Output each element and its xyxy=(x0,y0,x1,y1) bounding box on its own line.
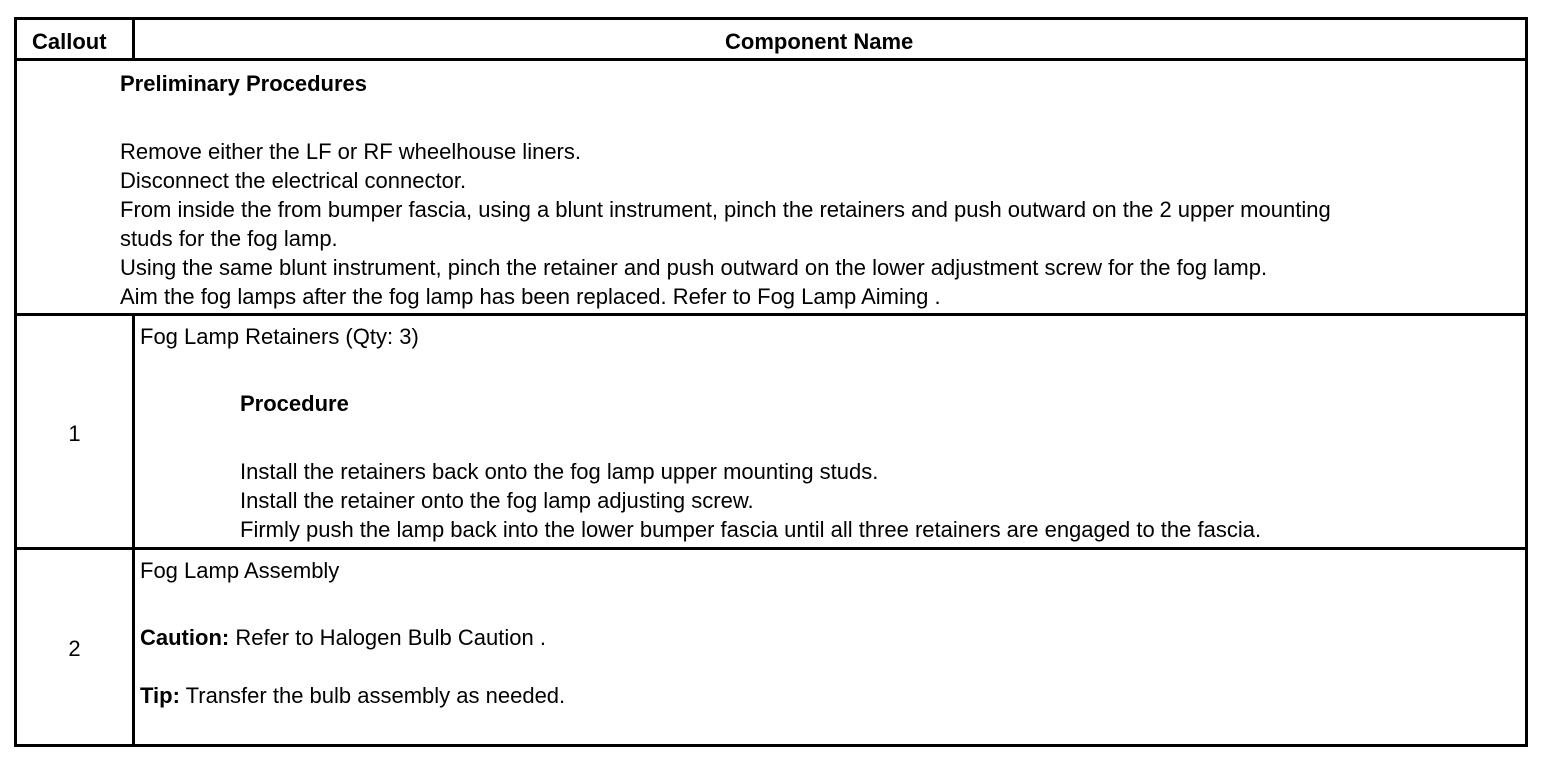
tip-note xyxy=(140,681,565,710)
caution-note xyxy=(140,623,546,652)
procedure-step: Install the retainers back onto the fog lamp upper mounting studs. xyxy=(240,459,879,484)
preliminary-step: Disconnect the electrical connector. xyxy=(120,168,467,193)
tip-label: Tip: xyxy=(140,683,180,708)
procedure-table xyxy=(14,17,1528,747)
procedure-step: Install the retainer onto the fog lamp adjusting screw. xyxy=(240,488,754,513)
preliminary-step: Using the same blunt instrument, pinch the retainer and push outward on the lower adjustment screw for the fog lamp. xyxy=(120,255,1268,280)
row-1-divider xyxy=(17,547,1525,550)
header-divider xyxy=(17,58,1525,61)
caution-text: Refer to Halogen Bulb Caution . xyxy=(229,625,546,650)
preliminary-step: From inside the from bumper fascia, using a blunt instrument, pinch the retainers and push outward on the 2 upper mounting xyxy=(120,197,1331,222)
preliminary-step: Remove either the LF or RF wheelhouse liners. xyxy=(120,139,581,164)
callout-number: 2 xyxy=(68,636,81,661)
callout-column-header: Callout xyxy=(32,29,107,54)
header-column-divider xyxy=(132,20,135,58)
preliminary-step: studs for the fog lamp. xyxy=(120,226,338,251)
rows-column-divider xyxy=(132,313,135,744)
procedure-title: Procedure xyxy=(240,391,349,416)
tip-text: Transfer the bulb assembly as needed. xyxy=(179,683,566,708)
procedure-step: Firmly push the lamp back into the lower bumper fascia until all three retainers are engaged to the fascia. xyxy=(240,517,1262,542)
preliminary-step: Aim the fog lamps after the fog lamp has been replaced. Refer to Fog Lamp Aiming . xyxy=(120,284,941,309)
preliminary-steps xyxy=(120,137,1331,311)
component-name: Fog Lamp Retainers (Qty: 3) xyxy=(140,324,419,349)
caution-label: Caution: xyxy=(140,625,230,650)
component-name: Fog Lamp Assembly xyxy=(140,558,340,583)
component-name-column-header: Component Name xyxy=(725,29,914,54)
procedure-steps xyxy=(240,457,1261,544)
preliminary-divider xyxy=(17,313,1525,316)
callout-number: 1 xyxy=(68,421,81,446)
preliminary-title: Preliminary Procedures xyxy=(120,71,368,96)
